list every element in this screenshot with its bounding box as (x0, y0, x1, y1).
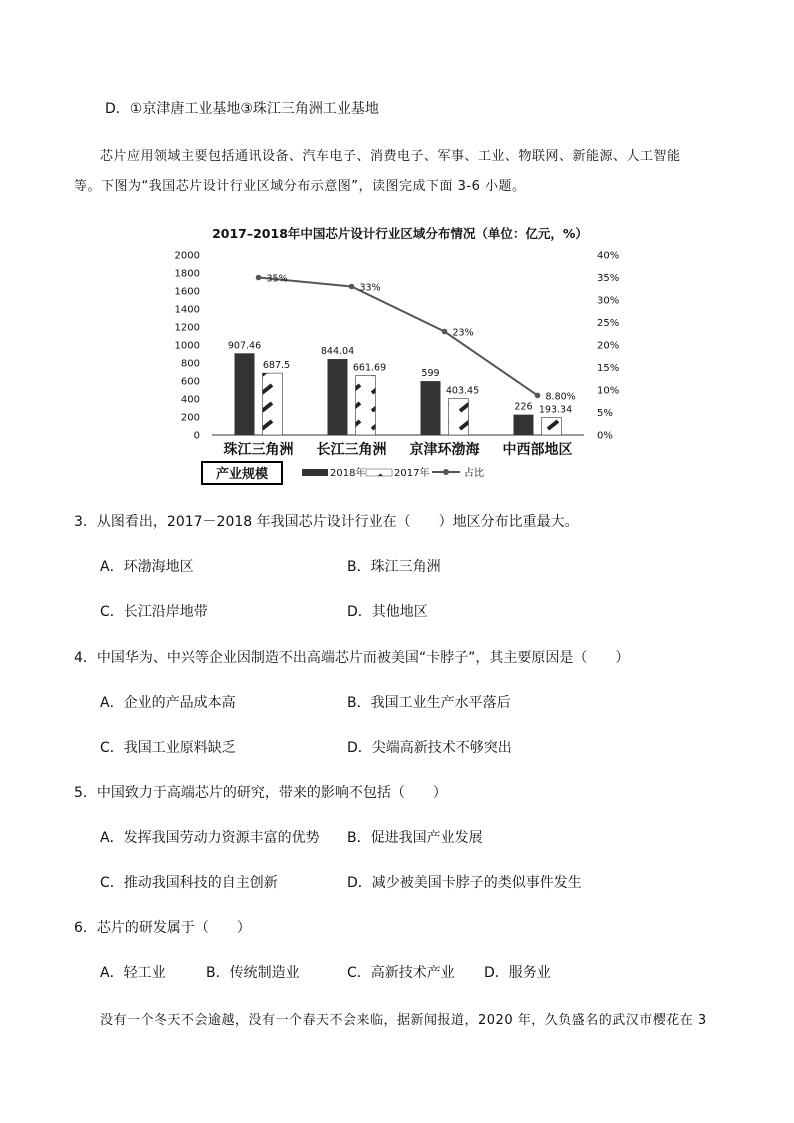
intro-text-line-1: 芯片应用领域主要包括通讯设备、汽车电子、消费电子、军事、工业、物联网、新能源、人工智能 (100, 149, 681, 164)
boxed-label: 产业规模 (215, 467, 269, 482)
question-4-option-d[interactable]: D．尖端高新技术不够突出 (347, 740, 512, 756)
bar-2018 (514, 415, 534, 435)
share-data-label: 33% (359, 282, 381, 294)
bar-2018-data-label: 844.04 (320, 346, 355, 358)
bar-2018-data-label: 907.46 (227, 340, 262, 352)
y-left-tick-label: 200 (180, 412, 200, 424)
share-line-series (256, 274, 576, 403)
share-data-label: 23% (452, 327, 474, 339)
question-5-option-c[interactable]: C．推动我国科技的自主创新 (100, 875, 278, 891)
category-label: 京津环渤海 (409, 442, 480, 458)
question-4-option-b[interactable]: B．我国工业生产水平落后 (347, 695, 511, 711)
y-right-tick-label: 5% (597, 408, 613, 419)
question-3-option-c[interactable]: C．长江沿岸地带 (100, 604, 208, 620)
question-6-stem: 6．芯片的研发属于（ ） (74, 920, 251, 936)
y-left-tick-label: 0 (193, 430, 200, 442)
y-axis-left (175, 251, 200, 442)
bar-2017 (449, 399, 469, 435)
y-left-tick-label: 1400 (174, 304, 200, 316)
y-right-tick-label: 40% (597, 250, 620, 262)
y-right-tick-label: 35% (597, 273, 620, 284)
bar-2017-data-label: 403.45 (445, 385, 480, 397)
question-3-option-a[interactable]: A．环渤海地区 (100, 559, 194, 575)
chart-legend (202, 462, 484, 484)
bar-2017 (542, 418, 562, 435)
bar-2017-data-label: 687.5 (262, 360, 291, 372)
legend-label-2018: 2018年 (330, 468, 366, 479)
y-axis-right (597, 251, 619, 442)
intro-text-line-2: 等。下图为“我国芯片设计行业区域分布示意图”，读图完成下面 3-6 小题。 (74, 179, 526, 194)
legend-label-2017: 2017年 (394, 468, 430, 479)
category-label: 珠江三角洲 (223, 442, 294, 458)
y-right-tick-label: 15% (597, 363, 620, 374)
question-4-option-a[interactable]: A．企业的产品成本高 (100, 695, 236, 711)
question-4-option-c[interactable]: C．我国工业原料缺乏 (100, 740, 236, 756)
category-label: 中西部地区 (502, 442, 573, 458)
question-6-option-d[interactable]: D．服务业 (484, 965, 551, 981)
question-3-option-d[interactable]: D．其他地区 (347, 604, 428, 620)
share-data-label: 35% (266, 273, 288, 285)
y-left-tick-label: 1600 (174, 286, 200, 298)
y-right-tick-label: 20% (597, 340, 620, 352)
question-6-option-a[interactable]: A．轻工业 (100, 965, 166, 981)
bar-2017-data-label: 193.34 (538, 404, 573, 416)
bar-2018-data-label: 226 (514, 401, 533, 413)
bar-2018 (328, 359, 348, 435)
share-point (256, 275, 262, 281)
legend-label-share: 占比 (464, 468, 484, 479)
y-left-tick-label: 1000 (174, 340, 200, 352)
bar-2017-data-label: 661.69 (352, 362, 387, 374)
y-right-tick-label: 0% (597, 430, 613, 442)
legend-swatch-marker (443, 469, 449, 475)
chart-title: 2017–2018年中国芯片设计行业区域分布情况（单位：亿元，%） (212, 226, 588, 241)
share-data-label: 8.80% (545, 391, 576, 403)
legend-swatch-2017 (366, 469, 392, 476)
share-point (442, 329, 448, 335)
bar-2018 (421, 381, 441, 435)
y-left-tick-label: 800 (180, 358, 200, 370)
bar-series (228, 340, 572, 435)
chip-design-region-chart (170, 218, 630, 490)
share-line (259, 278, 538, 396)
bar-2017 (356, 375, 376, 435)
y-right-tick-label: 25% (597, 318, 620, 329)
legend-swatch-2018 (302, 469, 328, 476)
bar-2017 (263, 373, 283, 435)
question-5-stem: 5．中国致力于高端芯片的研究，带来的影响不包括（ ） (74, 785, 447, 801)
x-axis-categories (224, 441, 573, 458)
y-left-tick-label: 400 (180, 394, 200, 406)
question-3-stem: 3．从图看出，2017－2018 年我国芯片设计行业在（ ）地区分布比重最大。 (74, 514, 579, 530)
share-point (349, 284, 355, 290)
question-2-option-d: D．①京津唐工业基地③珠江三角洲工业基地 (105, 101, 379, 117)
question-6-option-b[interactable]: B．传统制造业 (206, 965, 300, 981)
y-left-tick-label: 600 (180, 376, 200, 388)
question-3-option-b[interactable]: B．珠江三角洲 (347, 559, 441, 575)
bar-2018-data-label: 599 (421, 368, 440, 380)
bar-2018 (235, 353, 255, 435)
y-left-tick-label: 2000 (174, 250, 200, 262)
question-5-option-a[interactable]: A．发挥我国劳动力资源丰富的优势 (100, 830, 320, 846)
share-point (535, 393, 541, 399)
y-right-tick-label: 10% (597, 385, 620, 397)
y-left-tick-label: 1800 (174, 268, 200, 280)
y-left-tick-label: 1200 (174, 322, 200, 334)
question-5-option-d[interactable]: D．减少被美国卡脖子的类似事件发生 (347, 875, 582, 891)
question-6-option-c[interactable]: C．高新技术产业 (347, 965, 455, 981)
y-right-tick-label: 30% (597, 295, 620, 307)
bottom-text: 没有一个冬天不会逾越，没有一个春天不会来临，据新闻报道，2020 年，久负盛名的武汉市樱花在 3 (100, 1013, 707, 1028)
question-4-stem: 4．中国华为、中兴等企业因制造不出高端芯片而被美国“卡脖子”，其主要原因是（ ） (74, 650, 630, 666)
category-label: 长江三角洲 (316, 442, 387, 458)
question-5-option-b[interactable]: B．促进我国产业发展 (347, 830, 483, 846)
